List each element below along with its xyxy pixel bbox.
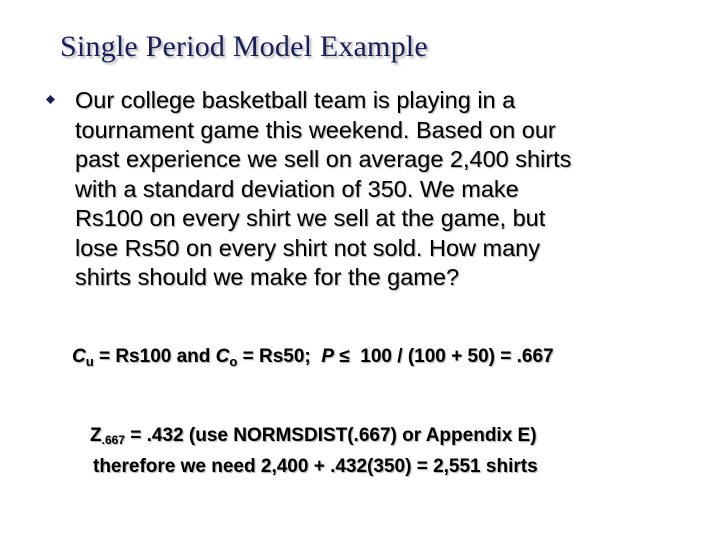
diamond-bullet-icon — [46, 95, 55, 104]
bullet-line: tournament game this weekend. Based on our — [75, 116, 556, 143]
z-letter: Z — [90, 425, 102, 446]
bullet-paragraph — [46, 86, 696, 293]
z-equation-rest: = .432 (use NORMSDIST(.667) or Appendix E) — [124, 425, 537, 446]
co-letter: C — [215, 346, 230, 367]
slide-title: Single Period Model Example — [60, 30, 428, 63]
cost-equation-part1: = Rs100 and — [93, 346, 216, 367]
bullet-line: with a standard deviation of 350. We make — [75, 175, 519, 202]
z-equation — [90, 420, 538, 482]
bullet-line: lose Rs50 on every shirt not sold. How many — [75, 234, 540, 261]
cost-equation-part3: ≤ 100 / (100 + 50) = .667 — [334, 346, 554, 367]
bullet-line: Rs100 on every shirt we sell at the game, but — [75, 205, 546, 231]
z-equation-line2: therefore we need 2,400 + .432(350) = 2,551 shirts — [93, 456, 538, 477]
cu-subscript: u — [85, 354, 94, 369]
z-equation-line1 — [90, 420, 538, 451]
cost-equation-part2: = Rs50; — [237, 346, 322, 367]
cu-letter: C — [72, 346, 86, 367]
z-subscript: .667 — [101, 433, 125, 447]
bullet-line: shirts should we make for the game? — [75, 264, 460, 290]
problem-statement — [75, 86, 696, 293]
bullet-line: past experience we sell on average 2,400 shirts — [75, 146, 572, 172]
co-subscript: o — [229, 354, 238, 369]
cost-equation — [72, 346, 554, 368]
bullet-line: Our college basketball team is playing in a — [75, 87, 516, 113]
p-letter: P — [321, 346, 335, 367]
